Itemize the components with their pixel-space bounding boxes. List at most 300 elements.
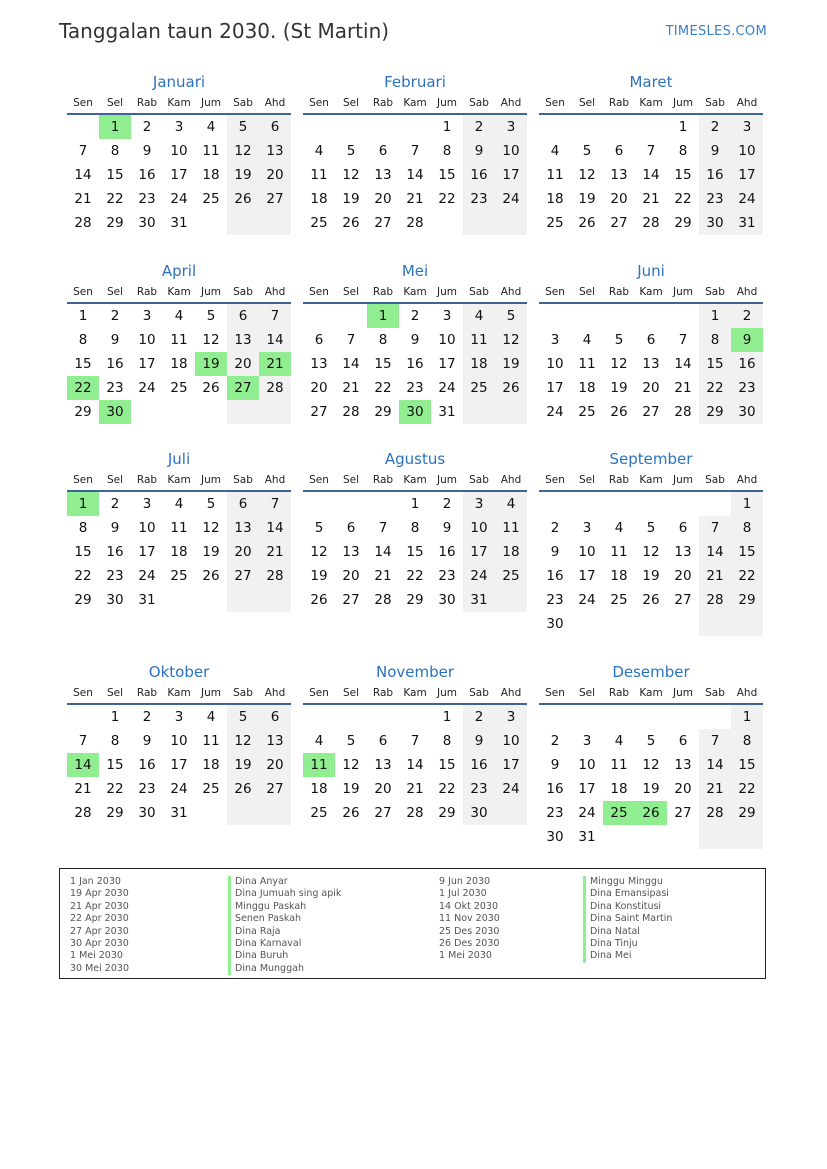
day-cell: 13 (642, 356, 660, 372)
day-cell: 19 (642, 781, 660, 797)
day-cell: 30 (463, 801, 495, 825)
day-cell: 8 (78, 332, 88, 348)
weekday-label: Jum (673, 97, 693, 109)
weekday-label: Kam (403, 97, 427, 109)
weekday-label: Sel (578, 286, 596, 298)
empty-cell (667, 825, 699, 849)
empty-cell (303, 492, 335, 516)
day-cell: 3 (142, 496, 152, 512)
day-cell: 15 (674, 167, 692, 183)
brand-link[interactable]: TIMESLES.COM (665, 24, 767, 39)
day-cell: 19 (610, 380, 628, 396)
day-cell: 12 (610, 356, 628, 372)
day-cell: 8 (378, 332, 388, 348)
day-cell: 15 (731, 540, 763, 564)
weekday-label: Rab (136, 97, 158, 109)
empty-cell (335, 304, 367, 328)
page-title: Tanggalan taun 2030. (St Martin) (59, 19, 390, 43)
day-cell: 7 (678, 332, 688, 348)
weekday-label: Ahd (500, 474, 522, 486)
day-cell: 10 (138, 520, 156, 536)
day-cell: 3 (582, 520, 592, 536)
day-cell: 14 (406, 757, 424, 773)
day-cell: 18 (495, 540, 527, 564)
month-oktober (67, 661, 291, 825)
day-cell: 26 (202, 568, 220, 584)
day-cell: 11 (495, 516, 527, 540)
empty-cell (367, 115, 399, 139)
weekday-label: Sab (233, 97, 253, 109)
day-grid (539, 304, 763, 424)
weekday-header (539, 93, 763, 115)
legend-date: 25 Des 2030 (439, 925, 500, 937)
day-cell: 14 (642, 167, 660, 183)
day-cell: 1 (78, 308, 88, 324)
weekday-label: Sen (309, 687, 329, 699)
empty-cell (603, 825, 635, 849)
day-cell: 4 (314, 143, 324, 159)
day-cell: 12 (342, 757, 360, 773)
day-cell: 29 (106, 215, 124, 231)
day-cell: 23 (731, 376, 763, 400)
empty-cell (495, 588, 527, 612)
month-februari (303, 71, 527, 235)
day-cell: 28 (74, 805, 92, 821)
empty-cell (259, 588, 291, 612)
day-cell: 25 (310, 805, 328, 821)
weekday-label: Sel (106, 687, 124, 699)
month-name: Desember (612, 663, 690, 681)
weekday-label: Rab (372, 474, 394, 486)
day-cell: 10 (170, 143, 188, 159)
day-cell: 20 (342, 568, 360, 584)
day-cell: 13 (259, 139, 291, 163)
weekday-header (67, 93, 291, 115)
day-cell: 23 (463, 187, 495, 211)
day-cell: 1 (699, 304, 731, 328)
day-cell: 12 (227, 139, 259, 163)
empty-cell (227, 588, 259, 612)
day-cell: 5 (646, 733, 656, 749)
legend-date: 9 Jun 2030 (439, 876, 491, 887)
weekday-label: Kam (403, 687, 427, 699)
day-cell: 18 (310, 191, 328, 207)
day-cell: 5 (227, 705, 259, 729)
day-cell: 7 (410, 733, 420, 749)
day-cell: 4 (614, 520, 624, 536)
weekday-label: Sel (578, 97, 596, 109)
day-grid (539, 492, 763, 636)
day-cell: 17 (463, 540, 495, 564)
day-cell: 9 (110, 520, 120, 536)
day-cell: 13 (374, 167, 392, 183)
day-cell: 1 (410, 496, 420, 512)
day-cell: 29 (374, 404, 392, 420)
legend-names-left (228, 876, 341, 975)
weekday-label: Sen (73, 97, 93, 109)
weekday-label: Sab (705, 286, 725, 298)
empty-cell (603, 612, 635, 636)
day-cell: 4 (550, 143, 560, 159)
empty-cell (571, 492, 603, 516)
weekday-header (303, 282, 527, 304)
day-grid (303, 492, 527, 612)
day-cell: 17 (495, 753, 527, 777)
day-cell: 10 (731, 139, 763, 163)
day-cell: 19 (342, 191, 360, 207)
day-cell: 18 (202, 757, 220, 773)
empty-cell (539, 492, 571, 516)
weekday-header (303, 683, 527, 705)
day-cell: 25 (202, 191, 220, 207)
weekday-label: Ahd (736, 97, 758, 109)
day-cell: 6 (227, 304, 259, 328)
empty-cell (195, 400, 227, 424)
day-cell: 3 (495, 705, 527, 729)
day-cell: 19 (227, 163, 259, 187)
day-cell: 16 (463, 163, 495, 187)
day-cell: 2 (110, 308, 120, 324)
weekday-label: Kam (167, 687, 191, 699)
day-cell: 21 (342, 380, 360, 396)
day-cell: 4 (174, 308, 184, 324)
empty-cell (635, 115, 667, 139)
weekday-label: Rab (372, 286, 394, 298)
day-cell: 20 (674, 781, 692, 797)
empty-cell (67, 115, 99, 139)
day-cell: 15 (406, 544, 424, 560)
day-cell: 26 (495, 376, 527, 400)
day-cell: 22 (438, 781, 456, 797)
weekday-label: Sab (705, 687, 725, 699)
day-cell: 11 (202, 143, 220, 159)
day-cell: 11 (463, 328, 495, 352)
day-cell: 23 (106, 380, 124, 396)
weekday-label: Sab (469, 687, 489, 699)
day-cell: 8 (678, 143, 688, 159)
weekday-label: Sab (233, 474, 253, 486)
day-cell: 18 (170, 544, 188, 560)
empty-cell (495, 801, 527, 825)
legend-holiday-name: Dina Raja (228, 926, 341, 938)
weekday-header (303, 93, 527, 115)
day-cell: 5 (346, 733, 356, 749)
legend-holiday-name: Dina Munggah (228, 963, 341, 975)
weekday-label: Jum (673, 474, 693, 486)
legend-date: 1 Mei 2030 (70, 950, 123, 962)
day-cell: 28 (259, 564, 291, 588)
empty-cell (259, 211, 291, 235)
day-cell: 14 (67, 753, 99, 777)
day-cell: 27 (259, 187, 291, 211)
empty-cell (731, 825, 763, 849)
holiday-legend (59, 868, 766, 979)
day-cell: 29 (699, 400, 731, 424)
day-cell: 3 (463, 492, 495, 516)
day-cell: 14 (342, 356, 360, 372)
day-cell: 15 (74, 544, 92, 560)
day-cell: 13 (259, 729, 291, 753)
day-cell: 7 (699, 516, 731, 540)
day-cell: 20 (227, 352, 259, 376)
day-cell: 13 (374, 757, 392, 773)
day-cell: 21 (74, 191, 92, 207)
weekday-label: Jum (437, 687, 457, 699)
day-cell: 12 (342, 167, 360, 183)
legend-date: 26 Des 2030 (439, 937, 500, 949)
empty-cell (603, 304, 635, 328)
weekday-label: Kam (403, 474, 427, 486)
day-cell: 20 (259, 163, 291, 187)
legend-dates-right (439, 876, 500, 963)
weekday-label: Ahd (264, 687, 286, 699)
month-november (303, 661, 527, 825)
day-cell: 29 (74, 404, 92, 420)
day-cell: 12 (495, 328, 527, 352)
day-cell: 28 (674, 404, 692, 420)
day-cell: 11 (546, 167, 564, 183)
day-cell: 22 (67, 376, 99, 400)
day-cell: 17 (495, 163, 527, 187)
day-cell: 11 (610, 757, 628, 773)
day-cell: 27 (310, 404, 328, 420)
day-cell: 27 (342, 592, 360, 608)
weekday-label: Sel (578, 687, 596, 699)
day-cell: 30 (99, 400, 131, 424)
day-cell: 20 (642, 380, 660, 396)
day-cell: 26 (578, 215, 596, 231)
day-cell: 13 (227, 516, 259, 540)
day-cell: 24 (578, 805, 596, 821)
day-cell: 21 (259, 352, 291, 376)
day-cell: 18 (610, 781, 628, 797)
day-cell: 10 (438, 332, 456, 348)
day-cell: 17 (731, 163, 763, 187)
day-cell: 20 (374, 781, 392, 797)
month-name: September (609, 450, 693, 468)
day-cell: 9 (463, 729, 495, 753)
empty-cell (367, 492, 399, 516)
day-cell: 5 (227, 115, 259, 139)
weekday-label: Jum (437, 474, 457, 486)
day-cell: 30 (106, 592, 124, 608)
day-cell: 5 (206, 308, 216, 324)
weekday-label: Sen (545, 97, 565, 109)
day-cell: 9 (410, 332, 420, 348)
weekday-label: Kam (639, 687, 663, 699)
day-cell: 4 (495, 492, 527, 516)
day-cell: 15 (731, 753, 763, 777)
day-cell: 28 (406, 215, 424, 231)
empty-cell (539, 705, 571, 729)
day-cell: 16 (699, 163, 731, 187)
day-cell: 19 (342, 781, 360, 797)
empty-cell (335, 705, 367, 729)
empty-cell (539, 304, 571, 328)
day-cell: 16 (138, 757, 156, 773)
weekday-label: Ahd (500, 97, 522, 109)
day-cell: 16 (138, 167, 156, 183)
day-cell: 24 (438, 380, 456, 396)
day-cell: 25 (610, 592, 628, 608)
day-cell: 17 (578, 781, 596, 797)
day-cell: 24 (170, 191, 188, 207)
weekday-label: Ahd (500, 286, 522, 298)
weekday-label: Rab (372, 97, 394, 109)
day-cell: 1 (442, 119, 452, 135)
day-cell: 31 (731, 211, 763, 235)
day-cell: 16 (438, 544, 456, 560)
day-cell: 30 (546, 829, 564, 845)
day-cell: 9 (731, 328, 763, 352)
day-cell: 10 (578, 544, 596, 560)
empty-cell (335, 492, 367, 516)
day-cell: 5 (495, 304, 527, 328)
weekday-label: Sel (342, 687, 360, 699)
legend-holiday-name: Dina Buruh (228, 950, 341, 962)
day-cell: 14 (74, 167, 92, 183)
weekday-label: Sen (73, 474, 93, 486)
empty-cell (571, 705, 603, 729)
day-cell: 26 (635, 801, 667, 825)
weekday-label: Jum (201, 286, 221, 298)
day-cell: 31 (138, 592, 156, 608)
day-cell: 27 (610, 215, 628, 231)
day-cell: 25 (310, 215, 328, 231)
day-cell: 6 (378, 143, 388, 159)
day-cell: 7 (646, 143, 656, 159)
day-cell: 4 (174, 496, 184, 512)
empty-cell (163, 588, 195, 612)
weekday-label: Sel (342, 97, 360, 109)
day-cell: 14 (259, 328, 291, 352)
day-cell: 7 (410, 143, 420, 159)
weekday-label: Ahd (264, 474, 286, 486)
day-cell: 23 (546, 805, 564, 821)
empty-cell (227, 801, 259, 825)
day-cell: 22 (699, 376, 731, 400)
day-cell: 24 (138, 568, 156, 584)
day-cell: 19 (642, 568, 660, 584)
day-cell: 30 (438, 592, 456, 608)
day-cell: 21 (699, 777, 731, 801)
day-cell: 13 (610, 167, 628, 183)
weekday-header (303, 470, 527, 492)
day-cell: 27 (374, 215, 392, 231)
day-cell: 5 (314, 520, 324, 536)
empty-cell (399, 705, 431, 729)
day-cell: 28 (259, 376, 291, 400)
day-cell: 2 (550, 520, 560, 536)
legend-holiday-name: Dina Mei (583, 950, 672, 962)
month-desember (539, 661, 763, 849)
weekday-label: Kam (403, 286, 427, 298)
legend-holiday-name: Dina Emansipasi (583, 888, 672, 900)
day-cell: 7 (259, 304, 291, 328)
day-cell: 23 (138, 191, 156, 207)
legend-holiday-name: Dina Konstitusi (583, 901, 672, 913)
weekday-label: Jum (201, 474, 221, 486)
day-cell: 23 (463, 777, 495, 801)
day-cell: 17 (138, 544, 156, 560)
empty-cell (463, 211, 495, 235)
day-cell: 21 (406, 781, 424, 797)
day-cell: 13 (227, 328, 259, 352)
day-cell: 15 (699, 352, 731, 376)
legend-date: 27 Apr 2030 (70, 925, 129, 937)
day-cell: 11 (202, 733, 220, 749)
day-cell: 27 (259, 777, 291, 801)
weekday-label: Sen (545, 474, 565, 486)
day-cell: 26 (310, 592, 328, 608)
day-cell: 9 (699, 139, 731, 163)
day-cell: 1 (67, 492, 99, 516)
weekday-label: Sab (469, 286, 489, 298)
legend-date: 21 Apr 2030 (70, 900, 129, 912)
day-cell: 25 (202, 781, 220, 797)
legend-dates-left (70, 876, 129, 975)
day-cell: 12 (578, 167, 596, 183)
day-cell: 2 (142, 709, 152, 725)
day-cell: 2 (699, 115, 731, 139)
day-cell: 20 (610, 191, 628, 207)
day-cell: 18 (310, 781, 328, 797)
day-cell: 31 (438, 404, 456, 420)
weekday-label: Sab (705, 474, 725, 486)
weekday-label: Rab (608, 97, 630, 109)
day-cell: 16 (546, 568, 564, 584)
day-cell: 28 (342, 404, 360, 420)
weekday-label: Kam (639, 286, 663, 298)
day-cell: 19 (227, 753, 259, 777)
day-cell: 21 (674, 380, 692, 396)
day-cell: 13 (310, 356, 328, 372)
day-cell: 24 (495, 777, 527, 801)
legend-holiday-name: Dina Jumuah sing apik (228, 888, 341, 900)
empty-cell (667, 304, 699, 328)
weekday-label: Sel (342, 474, 360, 486)
day-cell: 11 (610, 544, 628, 560)
day-cell: 9 (442, 520, 452, 536)
day-cell: 25 (463, 376, 495, 400)
day-cell: 6 (678, 520, 688, 536)
day-cell: 28 (699, 588, 731, 612)
day-cell: 11 (310, 167, 328, 183)
day-cell: 27 (674, 592, 692, 608)
weekday-header (67, 282, 291, 304)
legend-date: 30 Mei 2030 (70, 962, 129, 974)
day-cell: 3 (550, 332, 560, 348)
day-cell: 13 (674, 757, 692, 773)
day-cell: 23 (106, 568, 124, 584)
day-cell: 15 (374, 356, 392, 372)
day-cell: 10 (138, 332, 156, 348)
day-cell: 4 (314, 733, 324, 749)
day-cell: 1 (678, 119, 688, 135)
day-cell: 9 (550, 544, 560, 560)
day-cell: 25 (170, 380, 188, 396)
empty-cell (699, 825, 731, 849)
month-maret (539, 71, 763, 235)
month-name: Januari (152, 73, 206, 91)
weekday-label: Ahd (264, 97, 286, 109)
day-cell: 4 (614, 733, 624, 749)
day-cell: 30 (138, 805, 156, 821)
weekday-label: Sen (309, 97, 329, 109)
day-cell: 9 (142, 143, 152, 159)
day-cell: 11 (303, 753, 335, 777)
month-september (539, 448, 763, 636)
